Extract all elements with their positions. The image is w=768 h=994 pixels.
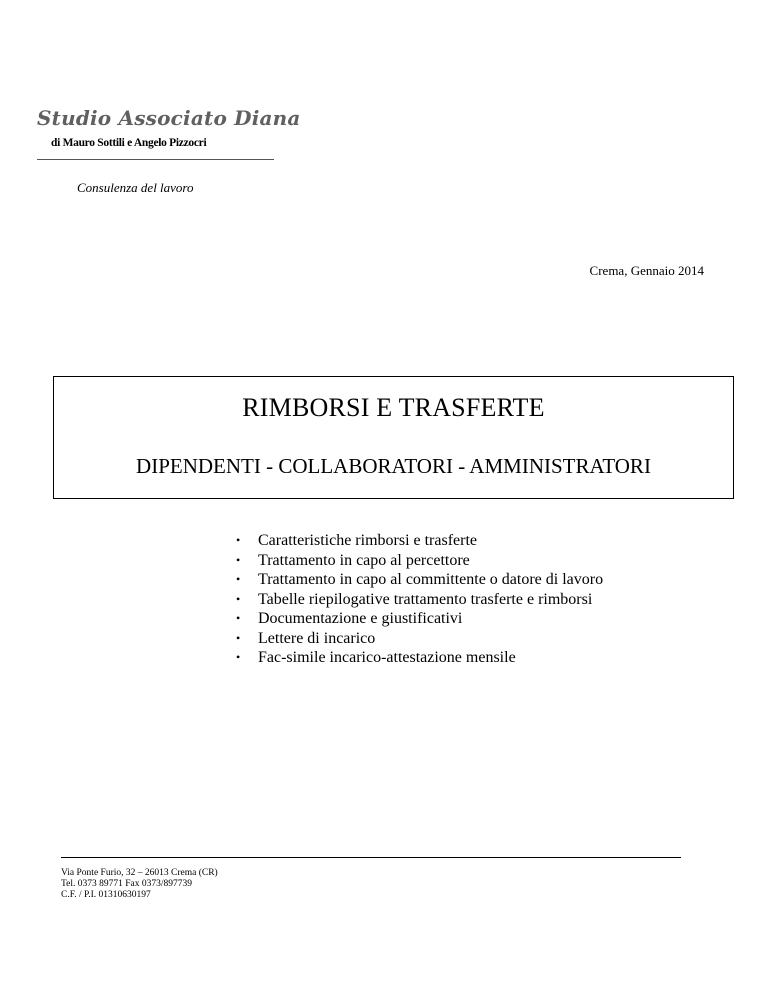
- bullet-icon: •: [236, 591, 241, 606]
- bullet-icon: •: [236, 611, 241, 625]
- footer-divider: [61, 857, 681, 858]
- topic-item: [236, 570, 603, 590]
- firm-name: Studio Associato Diana: [37, 106, 301, 130]
- topic-label: Trattamento in capo al committente o datore di lavoro: [258, 571, 604, 588]
- topic-label: Trattamento in capo al percettore: [258, 551, 470, 569]
- topic-label: Caratteristiche rimborsi e trasferte: [258, 532, 478, 549]
- bullet-icon: •: [236, 552, 241, 567]
- footer-tax-id: C.F. / P.I. 01310630197: [61, 890, 151, 900]
- topic-item: [236, 590, 603, 610]
- bullet-icon: •: [236, 630, 241, 645]
- topic-label: Documentazione e giustificativi: [258, 610, 463, 627]
- bullet-icon: •: [236, 650, 241, 664]
- document-subtitle: DIPENDENTI - COLLABORATORI - AMMINISTRATORI: [136, 454, 651, 478]
- topic-item: [236, 531, 603, 551]
- topic-item: [236, 629, 603, 649]
- footer-phone: Tel. 0373 89771 Fax 0373/897739: [61, 879, 193, 889]
- footer-address: Via Ponte Furio, 32 – 26013 Crema (CR): [61, 868, 218, 878]
- title-box: [53, 376, 734, 499]
- firm-sector: Consulenza del lavoro: [77, 180, 194, 195]
- topics-list: [236, 531, 603, 668]
- document-date: Crema, Gennaio 2014: [589, 263, 704, 278]
- firm-partners: di Mauro Sottili e Angelo Pizzocri: [51, 137, 207, 149]
- letterhead-divider: [37, 159, 274, 160]
- topic-label: Lettere di incarico: [258, 629, 376, 647]
- topic-item: [236, 609, 603, 629]
- topic-item: [236, 551, 603, 571]
- footer: [61, 868, 218, 901]
- document-title: RIMBORSI E TRASFERTE: [242, 393, 545, 422]
- topic-item: [236, 648, 603, 668]
- bullet-icon: •: [236, 572, 241, 586]
- topic-label: Tabelle riepilogative trattamento trasferte e rimborsi: [258, 590, 593, 608]
- bullet-icon: •: [236, 533, 241, 547]
- topic-label: Fac-simile incarico-attestazione mensile: [258, 649, 516, 666]
